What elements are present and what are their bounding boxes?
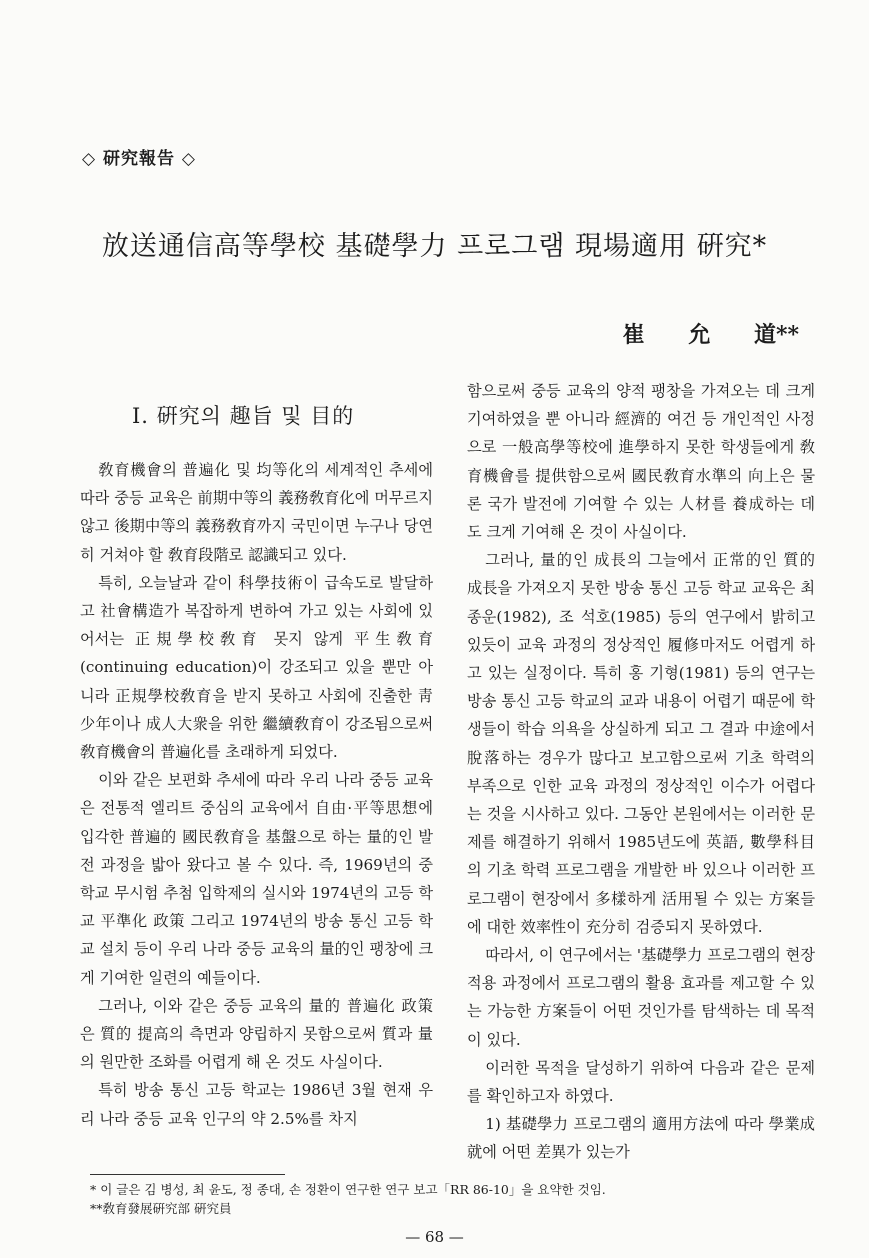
footnote-1: * 이 글은 김 병성, 최 윤도, 정 종대, 손 정환이 연구한 연구 보고「RR 86-10」을 요약한 것임.	[90, 1182, 606, 1197]
paragraph: 이러한 목적을 달성하기 위하여 다음과 같은 문제를 확인하고자 하였다.	[467, 1058, 815, 1106]
paragraph: 특히, 오늘날과 같이 科學技術이 급속도로 발달하고 社會構造가 복잡하게 변하여 가고 있는 사회에 있어서는 正規學校敎育 못지 않게 平生敎育(continuing education)이 강조되고 있을 뿐만 아니라 正規學校敎育을 받지 못하고 사회에 진출한 靑少年이나 成人大衆을 위한 繼續敎育이 강조됨으로써 敎育機會의 普遍化를 초래하게 되었다.	[80, 573, 433, 762]
right-column	[467, 377, 815, 1167]
left-column	[80, 456, 433, 1133]
footnote-2: **敎育發展硏究部 硏究員	[90, 1201, 232, 1216]
footnote-rule	[90, 1174, 285, 1175]
paragraph: 그러나, 이와 같은 중등 교육의 量的 普遍化 政策은 質的 提高의 측면과 양립하지 못함으로써 質과 量의 원만한 조화를 어렵게 해 온 것도 사실이다.	[80, 996, 433, 1072]
section-tag: ◇ 研究報告 ◇	[82, 149, 196, 169]
author-name: 崔 允 道**	[622, 322, 799, 348]
paragraph: 敎育機會의 普遍化 및 均等化의 세계적인 추세에 따라 중등 교육은 前期中等의 義務敎育化에 머무르지 않고 後期中等의 義務敎育까지 국민이면 누구나 당연히 거쳐야 할 敎育段階로 認識되고 있다.	[80, 461, 433, 564]
paragraph: 따라서, 이 연구에서는 '基礎學力 프로그램의 현장 적용 과정에서 프로그램의 활용 효과를 제고할 수 있는 가능한 方案들이 어떤 것인가를 탐색하는 데 목적이 있다.	[467, 946, 815, 1049]
section-heading: Ⅰ. 硏究의 趣旨 및 目的	[132, 404, 355, 428]
paper-title: 放送通信高等學校 基礎學力 프로그램 現場適用 硏究*	[101, 231, 768, 262]
page-number: — 68 —	[405, 1228, 464, 1246]
paragraph: 이와 같은 보편화 추세에 따라 우리 나라 중등 교육은 전통적 엘리트 중심의 교육에서 自由·平等思想에 입각한 普遍的 國民敎育을 基盤으로 하는 量的인 발전 과정을 밟아 왔다고 볼 수 있다. 즉, 1969년의 중학교 무시험 추첨 입학제의 실시와 1974년의 고등 학교 平準化 政策 그리고 1974년의 방송 통신 고등 학교 설치 등이 우리 나라 중등 교육의 量的인 팽창에 크게 기여한 일련의 예들이다.	[80, 771, 433, 987]
footnotes	[90, 1180, 810, 1218]
paragraph: 그러나, 量的인 成長의 그늘에서 正常的인 質的 成長을 가져오지 못한 방송 통신 고등 학교 교육은 최 종운(1982), 조 석호(1985) 등의 연구에서 밝히고 있듯이 교육 과정의 정상적인 履修마저도 어렵게 하고 있는 실정이다. 특히 홍 기형(1981) 등의 연구는 방송 통신 고등 학교의 교과 내용이 어렵기 때문에 학생들이 학습 의욕을 상실하게 되고 그 결과 中途에서 脫落하는 경우가 많다고 보고함으로써 기초 학력의 부족으로 인한 교육 과정의 정상적인 이수가 어렵다는 것을 시사하고 있다. 그동안 본원에서는 이러한 문제를 해결하기 위해서 1985년도에 英語, 數學科目의 기초 학력 프로그램을 개발한 바 있으나 이러한 프로그램이 현장에서 多樣하게 活用될 수 있는 方案들에 대한 效率性이 充分히 검증되지 못하였다.	[467, 551, 815, 936]
paragraph: 특히 방송 통신 고등 학교는 1986년 3월 현재 우리 나라 중등 교육 인구의 약 2.5%를 차지	[80, 1081, 433, 1128]
paragraph: 1) 基礎學力 프로그램의 適用方法에 따라 學業成就에 어떤 差異가 있는가	[467, 1115, 815, 1162]
paragraph: 함으로써 중등 교육의 양적 팽창을 가져오는 데 크게 기여하였을 뿐 아니라 經濟的 여건 등 개인적인 사정으로 一般高學等校에 進學하지 못한 학생들에게 敎育機會를 提供함으로써 國民敎育水準의 向上은 물론 국가 발전에 기여할 수 있는 人材를 養成하는 데도 크게 기여해 온 것이 사실이다.	[467, 382, 816, 542]
